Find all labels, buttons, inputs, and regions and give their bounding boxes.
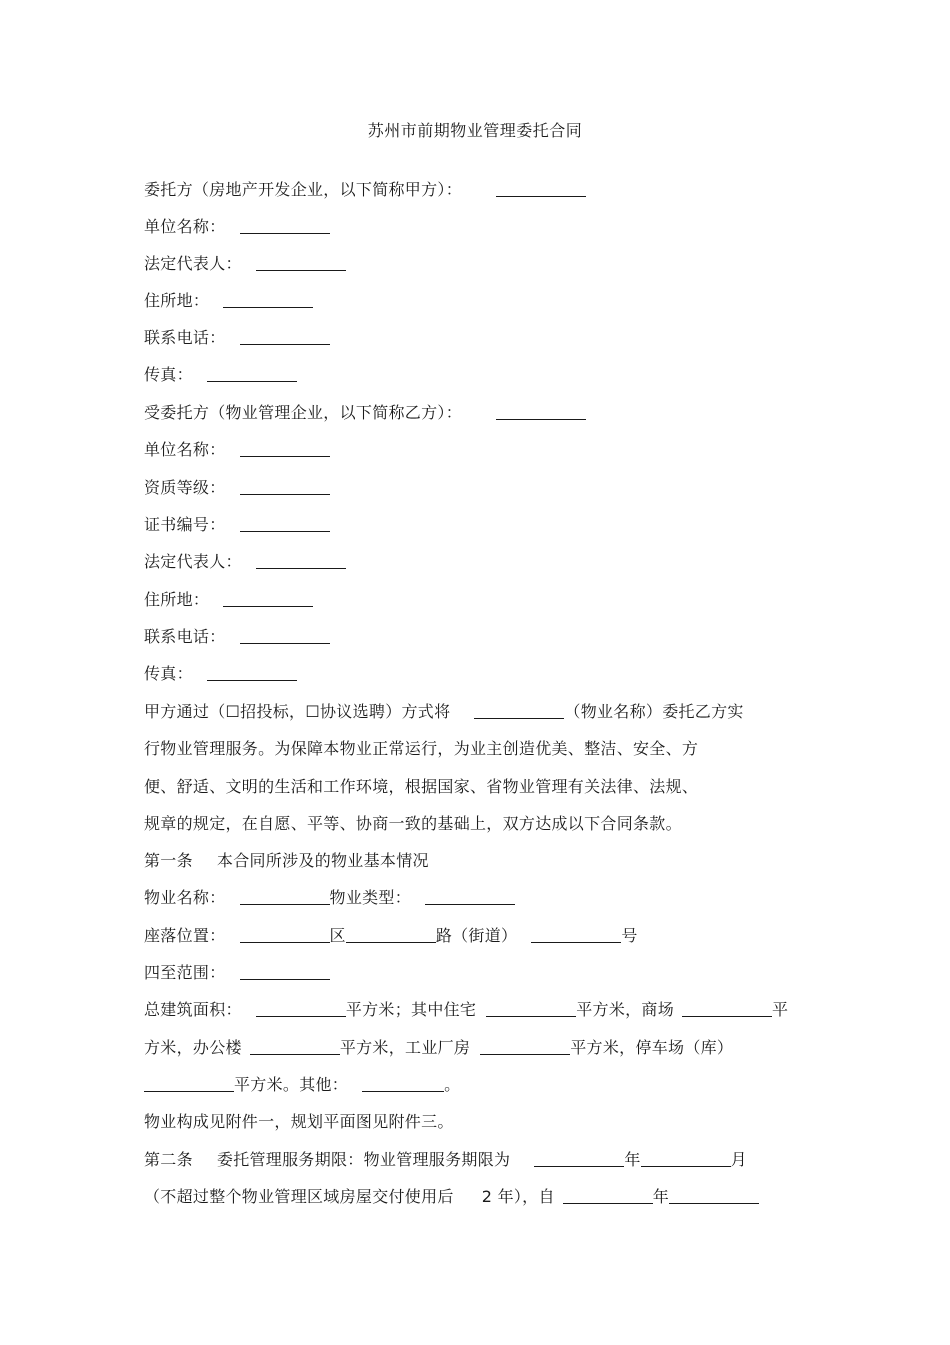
total-area-line-2: 方米，办公楼 平方米，工业厂房 平方米，停车场（库）: [144, 1038, 734, 1057]
party-b-qualification: 资质等级：: [144, 478, 330, 498]
party-a-address: 住所地：: [144, 291, 313, 311]
blank-party-a-address[interactable]: [223, 291, 313, 308]
blank-party-b-qualification[interactable]: [240, 478, 330, 495]
party-a-unit-name: 单位名称：: [144, 217, 330, 237]
blank-factory-area[interactable]: [480, 1038, 570, 1055]
blank-party-a-phone[interactable]: [240, 328, 330, 345]
blank-other-area[interactable]: [362, 1075, 444, 1092]
blank-party-a[interactable]: [496, 180, 586, 197]
blank-total-area[interactable]: [256, 1000, 346, 1017]
blank-district[interactable]: [240, 926, 330, 943]
blank-start-month[interactable]: [669, 1187, 759, 1204]
blank-number[interactable]: [531, 926, 621, 943]
blank-party-b-rep[interactable]: [256, 552, 346, 569]
total-area-line-3: 平方米。其他： 。: [144, 1075, 460, 1095]
article-2-line-2: （不超过整个物业管理区域房屋交付使用后 2 年），自 年: [144, 1187, 759, 1207]
blank-party-a-fax[interactable]: [207, 365, 297, 382]
blank-office-area[interactable]: [250, 1038, 340, 1055]
blank-road[interactable]: [346, 926, 436, 943]
blank-term-years[interactable]: [534, 1150, 624, 1167]
intro-line-2: 行物业管理服务。为保障本物业正常运行，为业主创造优美、整洁、安全、方: [144, 739, 699, 758]
party-a-phone: 联系电话：: [144, 328, 330, 348]
blank-party-b-cert[interactable]: [240, 515, 330, 532]
blank-party-a-unit[interactable]: [240, 217, 330, 234]
party-b-legal-rep: 法定代表人：: [144, 552, 346, 572]
blank-property-type[interactable]: [425, 888, 515, 905]
party-b-unit-name: 单位名称：: [144, 440, 330, 460]
blank-party-b[interactable]: [496, 403, 586, 420]
party-b-phone: 联系电话：: [144, 627, 330, 647]
document-title: 苏州市前期物业管理委托合同: [367, 121, 583, 140]
party-a-heading: 委托方（房地产开发企业，以下简称甲方）：: [144, 180, 586, 200]
blank-property-name[interactable]: [474, 702, 564, 719]
blank-term-months[interactable]: [641, 1150, 731, 1167]
blank-party-b-address[interactable]: [223, 590, 313, 607]
blank-boundary[interactable]: [240, 963, 330, 980]
party-a-fax: 传真：: [144, 365, 297, 385]
intro-line-1: 甲方通过（☐招投标，☐协议选聘）方式将 （物业名称）委托乙方实: [144, 702, 744, 721]
blank-mall-area[interactable]: [682, 1000, 772, 1017]
blank-party-b-phone[interactable]: [240, 627, 330, 644]
blank-party-b-unit[interactable]: [240, 440, 330, 457]
blank-residential-area[interactable]: [486, 1000, 576, 1017]
party-a-legal-rep: 法定代表人：: [144, 254, 346, 274]
intro-line-4: 规章的规定，在自愿、平等、协商一致的基础上，双方达成以下合同条款。: [144, 814, 682, 833]
party-b-address: 住所地：: [144, 590, 313, 610]
article-2-line-1: 第二条 委托管理服务期限：物业管理服务期限为 年 月: [144, 1150, 747, 1169]
party-b-cert-no: 证书编号：: [144, 515, 330, 535]
property-boundary: 四至范围：: [144, 963, 330, 983]
total-area-line-1: 总建筑面积： 平方米；其中住宅 平方米，商场 平: [144, 1000, 789, 1019]
property-location: 座落位置： 区 路（街道） 号: [144, 926, 638, 945]
blank-parking-area[interactable]: [144, 1075, 234, 1092]
property-name-type: 物业名称： 物业类型：: [144, 888, 515, 908]
blank-party-a-rep[interactable]: [256, 254, 346, 271]
party-b-heading: 受委托方（物业管理企业，以下简称乙方）：: [144, 403, 586, 423]
intro-line-3: 便、舒适、文明的生活和工作环境，根据国家、省物业管理有关法律、法规、: [144, 777, 699, 796]
blank-start-year[interactable]: [563, 1187, 653, 1204]
blank-party-b-fax[interactable]: [207, 664, 297, 681]
blank-property-name-2[interactable]: [240, 888, 330, 905]
party-b-fax: 传真：: [144, 664, 297, 684]
property-composition: 物业构成见附件一，规划平面图见附件三。: [144, 1112, 454, 1131]
article-1-heading: 第一条 本合同所涉及的物业基本情况: [144, 851, 429, 870]
